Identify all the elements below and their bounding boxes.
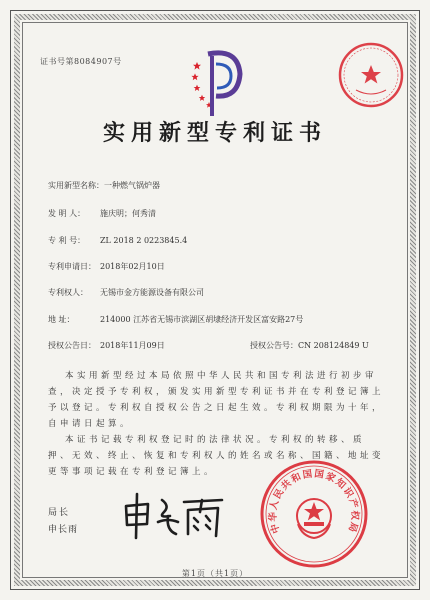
sipo-logo-icon xyxy=(186,44,246,120)
field-value: 施庆明；何秀清 xyxy=(100,209,156,218)
seal-text: 中华人民共和国国家知识产权局 xyxy=(267,468,361,535)
field-label: 发 明 人： xyxy=(48,209,86,218)
field-value: ZL 2018 2 0223845.4 xyxy=(100,236,188,245)
field-value: 一种燃气锅炉器 xyxy=(104,181,160,190)
field-value: 2018年02月10日 xyxy=(100,262,165,271)
field-inventor xyxy=(48,208,156,219)
page-indicator: 第1页（共1页） xyxy=(181,569,249,578)
field-label: 专 利 号： xyxy=(48,236,86,245)
field-patentee xyxy=(48,287,204,298)
body-paragraph-2: 本证书记载专利权登记时的法律状况。专利权的转移、质押、无效、终止、恢复和专利权人的姓名或名称、国籍、地址变更等事项记载在专利登记簿上。 xyxy=(48,435,385,477)
handwritten-signature xyxy=(118,488,228,542)
body-paragraph-1: 本实用新型经过本局依照中华人民共和国专利法进行初步审查，决定授予专利权，颁发实用新型专利证书并在专利登记簿上予以登记。专利权自授权公告之日起生效。专利权期限为十年，自申请日起算。 xyxy=(48,371,385,429)
national-emblem-icon xyxy=(297,499,331,538)
field-label: 地 址： xyxy=(48,315,75,324)
field-value: CN 208124849 U xyxy=(298,341,369,350)
field-label: 专利申请日： xyxy=(48,262,96,271)
field-patent-number xyxy=(48,235,187,246)
field-filing-date xyxy=(48,261,165,272)
field-utility-model-name xyxy=(48,180,160,191)
field-value: 2018年11月09日 xyxy=(100,341,165,350)
signatory-title: 局长 xyxy=(48,508,71,518)
certificate-number: 证书号第8084907号 xyxy=(40,57,122,66)
field-publication-number xyxy=(250,340,369,351)
field-label: 专利权人： xyxy=(48,288,88,297)
field-label: 实用新型名称： xyxy=(48,181,104,190)
certificate-title: 实用新型专利证书 xyxy=(102,120,327,146)
top-seal-icon xyxy=(336,40,406,110)
field-value: 无锡市金方能源设备有限公司 xyxy=(100,288,204,297)
official-seal-icon xyxy=(258,458,370,570)
field-value: 214000 江苏省无锡市滨湖区胡埭经济开发区富安路27号 xyxy=(100,315,304,324)
field-grant-date xyxy=(48,340,165,351)
field-address xyxy=(48,314,303,325)
field-label: 授权公告日： xyxy=(48,341,96,350)
field-label: 授权公告号： xyxy=(250,341,298,350)
signatory-name: 申长雨 xyxy=(48,525,79,535)
